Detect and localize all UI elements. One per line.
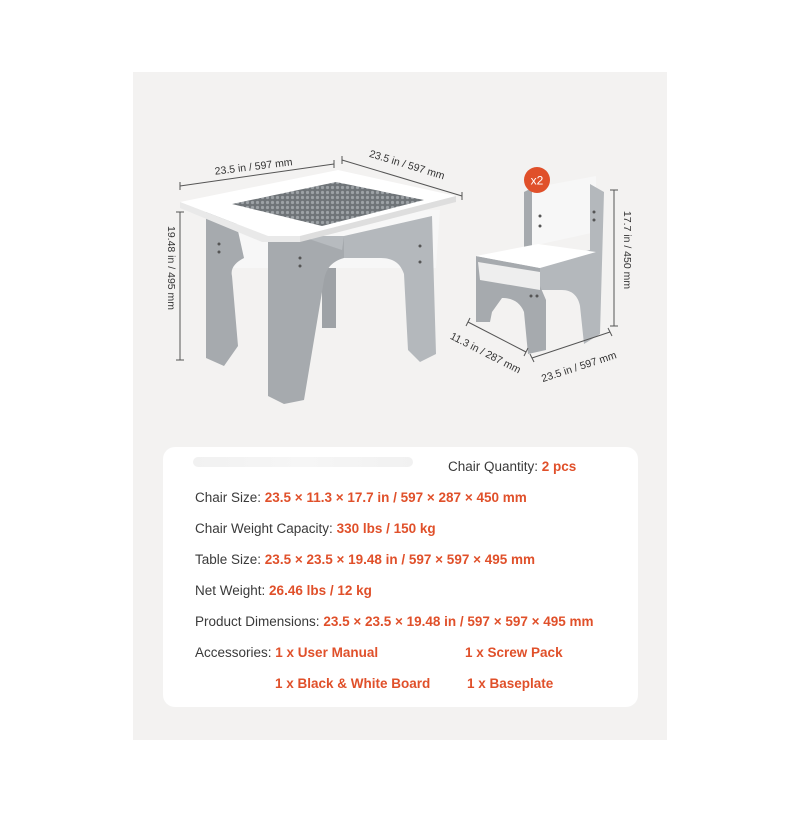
chair-quantity-label: Chair Quantity: <box>448 459 542 474</box>
chair-size-label: Chair Size: <box>195 490 265 505</box>
product-dimensions-value: 23.5 × 23.5 × 19.48 in / 597 × 597 × 495 mm <box>323 614 594 629</box>
blurred-heading <box>193 457 413 467</box>
table-depth-label: 23.5 in / 597 mm <box>367 147 447 183</box>
accessories-row <box>195 645 378 660</box>
accessory-item: 1 x Black & White Board <box>275 676 431 691</box>
chair-size-value: 23.5 × 11.3 × 17.7 in / 597 × 287 × 450 mm <box>264 490 527 505</box>
table-width-label: 23.5 in / 597 mm <box>214 156 294 178</box>
table <box>180 170 456 404</box>
chair-capacity-value: 330 lbs / 150 kg <box>336 521 436 536</box>
net-weight-label: Net Weight: <box>195 583 270 598</box>
accessories-label: Accessories: <box>195 645 276 660</box>
net-weight-row <box>195 583 372 598</box>
chair-height-label: 17.7 in / 450 mm <box>621 210 633 290</box>
accessory-item: 1 x Screw Pack <box>465 645 563 660</box>
accessory-item: 1 x User Manual <box>275 645 379 660</box>
table-size-row <box>195 552 535 567</box>
chair <box>476 173 604 354</box>
chair-depth-label: 11.3 in / 287 mm <box>448 330 523 377</box>
table-height-label: 19.48 in / 495 mm <box>165 225 177 311</box>
spec-card <box>163 447 638 707</box>
chair-capacity-row <box>195 521 436 536</box>
chair-capacity-label: Chair Weight Capacity: <box>195 521 337 536</box>
chair-quantity-row <box>448 459 576 474</box>
net-weight-value: 26.46 lbs / 12 kg <box>269 583 372 598</box>
chair-quantity-value: 2 pcs <box>541 459 577 474</box>
table-size-value: 23.5 × 23.5 × 19.48 in / 597 × 597 × 495 mm <box>264 552 536 567</box>
chair-size-row <box>195 490 527 505</box>
product-dimensions-row <box>195 614 594 629</box>
quantity-badge-text: x2 <box>530 173 544 188</box>
chair-width-label: 23.5 in / 597 mm <box>540 349 619 385</box>
table-size-label: Table Size: <box>195 552 265 567</box>
product-dimensions-label: Product Dimensions: <box>195 614 324 629</box>
accessory-item: 1 x Baseplate <box>467 676 554 691</box>
